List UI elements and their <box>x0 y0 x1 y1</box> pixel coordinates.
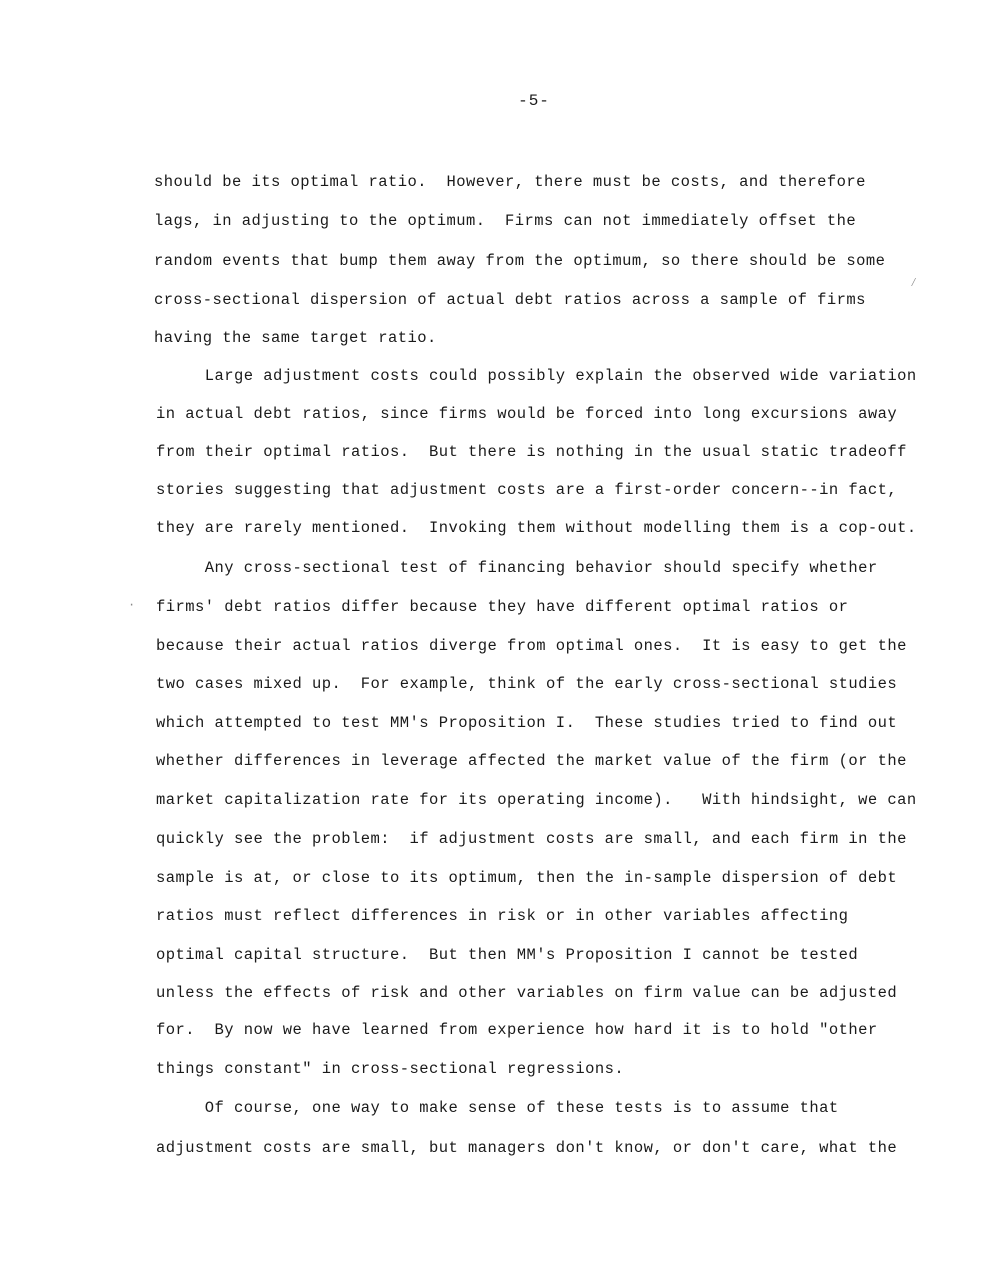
text-line: adjustment costs are small, but managers don't know, or don't care, what the <box>156 1139 898 1157</box>
text-line: random events that bump them away from the optimum, so there should be some <box>154 252 886 270</box>
text-line: in actual debt ratios, since firms would be forced into long excursions away <box>156 405 898 423</box>
text-line: firms' debt ratios differ because they have different optimal ratios or <box>156 598 849 616</box>
text-line: cross-sectional dispersion of actual debt ratios across a sample of firms <box>154 291 866 309</box>
text-line: lags, in adjusting to the optimum. Firms can not immediately offset the <box>154 212 857 230</box>
text-line: should be its optimal ratio. However, there must be costs, and therefore <box>154 173 866 191</box>
text-line: because their actual ratios diverge from optimal ones. It is easy to get the <box>156 637 907 655</box>
stray-pen-mark: ⁄ <box>910 276 918 290</box>
text-line: Of course, one way to make sense of these tests is to assume that <box>156 1099 839 1117</box>
text-line: quickly see the problem: if adjustment costs are small, and each firm in the <box>156 830 907 848</box>
text-line: from their optimal ratios. But there is nothing in the usual static tradeoff <box>156 443 907 461</box>
text-line: things constant" in cross-sectional regressions. <box>156 1060 625 1078</box>
text-line: stories suggesting that adjustment costs are a first-order concern--in fact, <box>156 481 898 499</box>
text-line: Any cross-sectional test of financing behavior should specify whether <box>156 559 878 577</box>
text-line: ratios must reflect differences in risk or in other variables affecting <box>156 907 849 925</box>
text-line: for. By now we have learned from experience how hard it is to hold "other <box>156 1021 878 1039</box>
text-line: optimal capital structure. But then MM's Proposition I cannot be tested <box>156 946 859 964</box>
stray-dot-mark: · <box>128 598 136 612</box>
text-line: unless the effects of risk and other variables on firm value can be adjusted <box>156 984 898 1002</box>
page-number: -5- <box>518 92 550 110</box>
text-line: whether differences in leverage affected the market value of the firm (or the <box>156 752 907 770</box>
text-line: having the same target ratio. <box>154 329 437 347</box>
text-line: sample is at, or close to its optimum, then the in-sample dispersion of debt <box>156 869 898 887</box>
text-line: Large adjustment costs could possibly explain the observed wide variation <box>156 367 917 385</box>
text-line: two cases mixed up. For example, think of the early cross-sectional studies <box>156 675 898 693</box>
text-line: market capitalization rate for its operating income). With hindsight, we can <box>156 791 917 809</box>
text-line: which attempted to test MM's Proposition I. These studies tried to find out <box>156 714 898 732</box>
text-line: they are rarely mentioned. Invoking them without modelling them is a cop-out. <box>156 519 917 537</box>
